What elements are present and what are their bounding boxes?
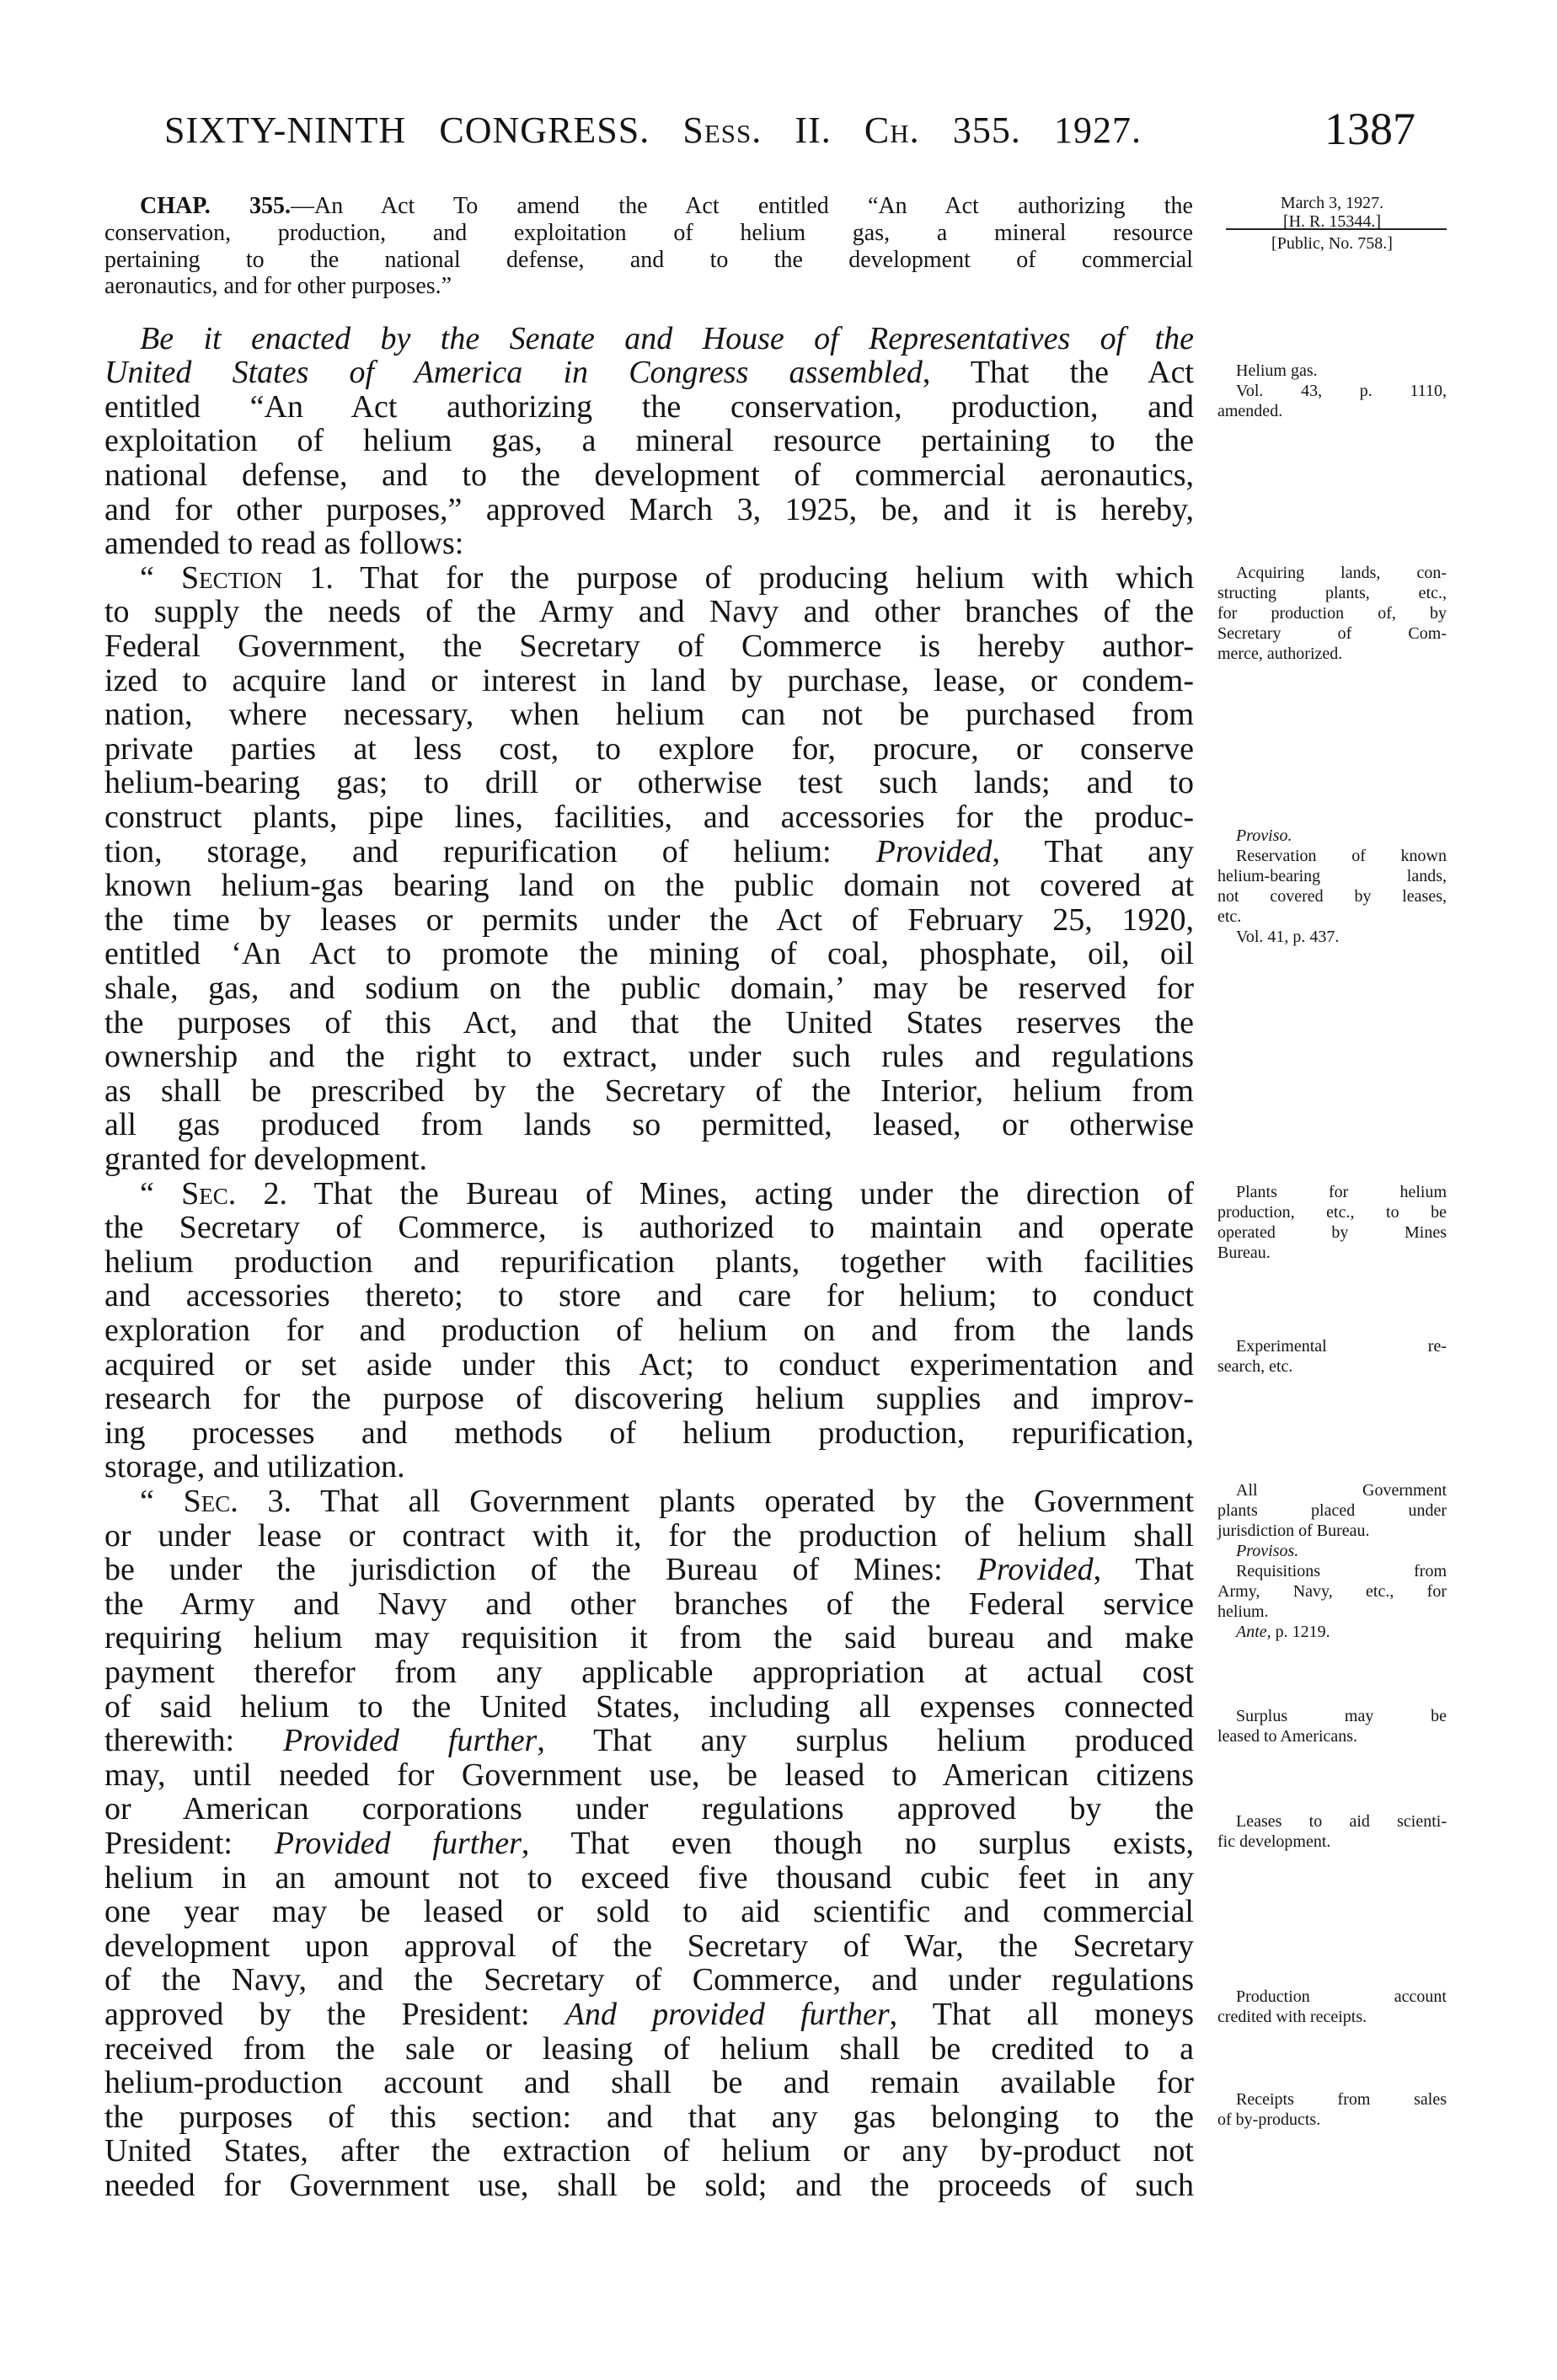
margin-note-line: [1217, 381, 1447, 401]
body-line: [104, 1450, 1194, 1484]
text-run: all gas produced from lands so permitted, leased, or otherwise: [104, 1107, 1194, 1142]
margin-note-line: [1217, 2007, 1447, 2027]
text-run: exploration for and production of helium on and from the lands: [104, 1313, 1194, 1348]
body-line: [104, 390, 1194, 425]
text-run: Provided further: [282, 1723, 538, 1758]
text-run: Surplus may be: [1236, 1707, 1447, 1725]
text-run: as shall be prescribed by the Secretary of the Interior, helium from: [104, 1073, 1194, 1109]
margin-note-line: [1217, 826, 1447, 846]
text-run: national defense, and to the development of commercial aeronautics,: [104, 457, 1194, 493]
body-line: [104, 1484, 1194, 1519]
body-line: [104, 1519, 1194, 1554]
text-run: ized to acquire land or interest in land by purchase, lease, or condem-: [104, 663, 1194, 698]
text-run: and accessories thereto; to store and care for helium; to conduct: [104, 1278, 1194, 1313]
body-line: [104, 356, 1194, 390]
text-run: payment therefor from any applicable appropriation at actual cost: [104, 1655, 1194, 1690]
text-run: helium.: [1217, 1602, 1269, 1621]
text-run: received from the sale or leasing of helium shall be credited to a: [104, 2031, 1194, 2067]
text-run: Be it enacted by the Senate and House of Representatives of the: [140, 321, 1194, 356]
body-line: [104, 835, 1194, 869]
text-run: , p. 1219.: [1266, 1623, 1330, 1641]
text-run: merce, authorized.: [1217, 644, 1343, 663]
text-run: March 3, 1927.: [1280, 194, 1384, 212]
text-run: may, until needed for Government use, be leased to American citizens: [104, 1757, 1194, 1793]
text-run: or under lease or contract with it, for the production of helium shall: [104, 1518, 1194, 1554]
body-line: [104, 2032, 1194, 2067]
body-line: [104, 1621, 1194, 1655]
text-run: to supply the needs of the Army and Navy and other branches of the: [104, 594, 1194, 629]
margin-note-line: [1217, 1202, 1447, 1222]
text-run: Vol. 41, p. 437.: [1236, 928, 1340, 946]
margin-note-line: [1217, 1222, 1447, 1243]
text-run: etc.: [1217, 907, 1242, 926]
margin-note-line: [1217, 907, 1447, 927]
text-run: Sec: [181, 1176, 228, 1211]
text-run: known helium-gas bearing land on the public domain not covered at: [104, 868, 1194, 903]
text-run: 1. That for the purpose of producing helium with which: [282, 560, 1194, 596]
margin-note-line: [1217, 1521, 1447, 1541]
text-run: the Secretary of Commerce, is authorized to maintain and operate: [104, 1210, 1194, 1245]
text-run: Provided: [875, 834, 993, 869]
text-run: President:: [104, 1826, 275, 1861]
body-line: [104, 869, 1194, 903]
body-line: [104, 2134, 1194, 2169]
body-line: [104, 322, 1194, 356]
body-line: [104, 1279, 1194, 1313]
body-line: [104, 1040, 1194, 1074]
body-line: [104, 1690, 1194, 1725]
body-line: [104, 2100, 1194, 2135]
margin-note-line: [1217, 644, 1447, 664]
margin-note-line: [1217, 193, 1447, 213]
text-run: needed for Government use, shall be sold; and the proceeds of such: [104, 2168, 1194, 2203]
text-run: operated by Mines: [1217, 1223, 1447, 1242]
body-line: [104, 1108, 1194, 1142]
body-line: [104, 1724, 1194, 1758]
text-run: Proviso.: [1236, 826, 1292, 845]
page-number: 1387: [1324, 104, 1415, 154]
text-run: Sess.: [650, 110, 762, 151]
body-line: [104, 1587, 1194, 1622]
body-line: [104, 1211, 1194, 1245]
text-run: , That any: [992, 834, 1194, 869]
margin-note-line: [1217, 1581, 1447, 1602]
text-run: acquired or set aside under this Act; to conduct experimentation and: [104, 1347, 1194, 1383]
running-header: [164, 106, 1142, 155]
chapter-title-line: [104, 193, 1193, 219]
text-run: the purposes of this section: and that any gas belonging to the: [104, 2099, 1194, 2135]
text-run: of said helium to the United States, including all expenses connected: [104, 1689, 1194, 1725]
body-line: [104, 1861, 1194, 1896]
margin-note-line: [1217, 1602, 1447, 1622]
margin-note-line: [1217, 1356, 1447, 1377]
body-line: [104, 629, 1194, 664]
text-run: nation, where necessary, when helium can not be purchased from: [104, 697, 1194, 732]
margin-note-line: [1217, 1182, 1447, 1202]
text-run: Experimental re-: [1236, 1337, 1447, 1356]
text-run: exploitation of helium gas, a mineral resource pertaining to the: [104, 423, 1194, 458]
text-run: . 3. That all Government plants operated by the Government: [230, 1484, 1194, 1519]
text-run: helium production and repurification plants, together with facilities: [104, 1244, 1194, 1280]
text-run: Helium gas.: [1236, 361, 1318, 380]
text-run: search, etc.: [1217, 1357, 1293, 1376]
body-line: [104, 1348, 1194, 1383]
body-line: [104, 1074, 1194, 1109]
text-run: entitled ‘An Act to promote the mining of coal, phosphate, oil, oil: [104, 936, 1194, 971]
body-line: [104, 1895, 1194, 1929]
text-run: Provisos.: [1236, 1542, 1299, 1560]
text-run: , That all moneys: [889, 1997, 1194, 2032]
body-line: [104, 732, 1194, 767]
text-run: granted for development.: [104, 1142, 428, 1177]
chapter-title-line: [104, 273, 1193, 299]
text-run: of by-products.: [1217, 2110, 1321, 2129]
text-run: shale, gas, and sodium on the public domain,’ may be reserved for: [104, 971, 1194, 1006]
margin-note-line: [1217, 1500, 1447, 1521]
text-run: structing plants, etc.,: [1217, 584, 1447, 602]
text-run: entitled “An Act authorizing the conservation, production, and: [104, 389, 1194, 425]
text-run: and for other purposes,” approved March 3, 1925, be, and it is hereby,: [104, 492, 1194, 527]
text-run: requiring helium may requisition it from the said bureau and make: [104, 1620, 1194, 1655]
text-run: ownership and the right to extract, under such rules and regulations: [104, 1039, 1194, 1074]
text-run: [Public, No. 758.]: [1271, 234, 1393, 253]
text-run: And provided further: [564, 1997, 890, 2032]
body-line: [104, 424, 1194, 458]
body-line: [104, 903, 1194, 938]
chapter-title-line: [104, 247, 1193, 273]
text-run: helium-bearing gas; to drill or otherwise test such lands; and to: [104, 765, 1194, 800]
margin-note-line: [1217, 1336, 1447, 1356]
text-run: storage, and utilization.: [104, 1449, 405, 1484]
body-line: [104, 664, 1194, 698]
body-line: [104, 2169, 1194, 2203]
text-run: aeronautics, and for other purposes.”: [104, 273, 452, 299]
text-run: helium-bearing lands,: [1217, 867, 1447, 885]
text-run: Federal Government, the Secretary of Commerce is hereby author-: [104, 628, 1194, 664]
text-run: Vol. 43, p. 1110,: [1236, 382, 1447, 400]
text-run: Receipts from sales: [1236, 2090, 1447, 2109]
text-run: for production of, by: [1217, 604, 1447, 623]
body-line: [104, 698, 1194, 732]
body-line: [104, 1416, 1194, 1451]
margin-note-line: [1217, 603, 1447, 623]
margin-note-line: [1217, 1832, 1447, 1852]
margin-note-line: [1217, 1243, 1447, 1263]
margin-note-line: [1217, 927, 1447, 947]
text-run: Army, Navy, etc., for: [1217, 1582, 1447, 1601]
text-run: leased to Americans.: [1217, 1727, 1358, 1746]
text-run: ing processes and methods of helium production, repurification,: [104, 1415, 1194, 1451]
text-run: conservation, production, and exploitation of helium gas, a mineral resource: [104, 220, 1193, 246]
text-run: Leases to aid scienti-: [1236, 1812, 1447, 1831]
margin-note-line: [1217, 1541, 1447, 1561]
text-run: jurisdiction of Bureau.: [1217, 1522, 1370, 1540]
text-run: credited with receipts.: [1217, 2008, 1367, 2026]
body-line: [104, 595, 1194, 629]
body-line: [104, 2066, 1194, 2100]
text-run: Production account: [1236, 1987, 1447, 2006]
text-run: , That: [1093, 1552, 1194, 1587]
margin-note-line: [1217, 1480, 1447, 1500]
body-line: [104, 1758, 1194, 1793]
text-run: All Government: [1236, 1481, 1447, 1500]
text-run: II.: [762, 110, 832, 151]
text-run: CHAP. 355.: [140, 193, 291, 219]
body-line: [104, 1963, 1194, 1998]
text-run: the time by leases or permits under the Act of February 25, 1920,: [104, 902, 1194, 938]
text-run: tion, storage, and repurification of helium:: [104, 834, 876, 869]
body-line: [104, 458, 1194, 493]
text-run: “: [140, 1176, 182, 1211]
text-run: be under the jurisdiction of the Bureau of Mines:: [104, 1552, 977, 1587]
text-run: or American corporations under regulations approved by the: [104, 1791, 1194, 1826]
text-run: helium in an amount not to exceed five thousand cubic feet in any: [104, 1860, 1194, 1896]
body-line: [104, 1655, 1194, 1690]
body-line: [104, 971, 1194, 1006]
margin-note-line: [1217, 2089, 1447, 2110]
body-line: [104, 800, 1194, 835]
text-run: private parties at less cost, to explore for, procure, or conserve: [104, 731, 1194, 767]
text-run: Bureau.: [1217, 1243, 1271, 1262]
body-line: [104, 1553, 1194, 1587]
text-run: . 2. That the Bureau of Mines, acting under the direction of: [227, 1176, 1194, 1211]
margin-note-line: [1217, 2110, 1447, 2130]
body-line: [104, 1382, 1194, 1416]
text-run: “: [140, 1484, 184, 1519]
text-run: of the Navy, and the Secretary of Commerce, and under regulations: [104, 1962, 1194, 1998]
text-run: United States, after the extraction of helium or any by-product not: [104, 2133, 1194, 2169]
text-run: development upon approval of the Secretary of War, the Secretary: [104, 1928, 1194, 1964]
text-run: research for the purpose of discovering helium supplies and improv-: [104, 1381, 1194, 1416]
margin-note-line: [1217, 1622, 1447, 1642]
text-run: pertaining to the national defense, and to the development of commercial: [104, 247, 1193, 273]
margin-note-line: [1217, 211, 1447, 232]
margin-note-line: [1217, 866, 1447, 886]
margin-note-line: [1217, 623, 1447, 644]
text-run: the purposes of this Act, and that the United States reserves the: [104, 1005, 1194, 1040]
body-line: [104, 937, 1194, 971]
text-run: Section: [181, 560, 283, 596]
body-line: [104, 1792, 1194, 1826]
text-run: —An Act To amend the Act entitled “An Act authorizing the: [290, 193, 1193, 219]
text-run: helium-production account and shall be and remain available for: [104, 2065, 1194, 2100]
text-run: , That the Act: [922, 355, 1194, 390]
body-line: [104, 1142, 1194, 1177]
body-line: [104, 561, 1194, 596]
margin-note-line: [1217, 583, 1447, 603]
text-run: Ante: [1236, 1623, 1267, 1641]
text-run: Plants for helium: [1236, 1183, 1447, 1201]
text-run: amended.: [1217, 402, 1283, 420]
body-line: [104, 527, 1194, 561]
chapter-title-line: [104, 220, 1193, 246]
text-run: one year may be leased or sold to aid scientific and commercial: [104, 1894, 1194, 1929]
text-run: “: [140, 560, 182, 596]
text-run: SIXTY-NINTH CONGRESS.: [164, 110, 650, 151]
body-line: [104, 1006, 1194, 1040]
text-run: 355. 1927.: [919, 110, 1142, 151]
text-run: Requisitions from: [1236, 1562, 1447, 1580]
margin-note-line: [1217, 233, 1447, 254]
body-line: [104, 766, 1194, 800]
text-run: United States of America in Congress assembled: [104, 355, 923, 390]
text-run: Reservation of known: [1236, 847, 1447, 865]
text-run: Secretary of Com-: [1217, 624, 1447, 643]
text-run: [H. R. 15344.]: [1282, 212, 1382, 231]
margin-note-line: [1217, 401, 1447, 421]
margin-note-line: [1217, 846, 1447, 866]
body-line: [104, 1313, 1194, 1348]
margin-note-line: [1217, 563, 1447, 583]
text-run: Provided: [976, 1552, 1094, 1587]
text-run: Sec: [183, 1484, 231, 1519]
text-run: plants placed under: [1217, 1501, 1447, 1520]
text-run: Provided further: [274, 1826, 522, 1861]
body-line: [104, 1177, 1194, 1211]
body-line: [104, 1929, 1194, 1964]
margin-note-line: [1217, 1561, 1447, 1581]
margin-note-line: [1217, 886, 1447, 907]
margin-note-line: [1217, 1987, 1447, 2007]
margin-note-line: [1217, 361, 1447, 381]
text-run: , That even though no surplus exists,: [521, 1826, 1194, 1861]
margin-note-line: [1217, 1726, 1447, 1746]
body-line: [104, 1826, 1194, 1861]
body-line: [104, 493, 1194, 527]
body-line: [104, 1998, 1194, 2032]
text-run: not covered by leases,: [1217, 887, 1447, 906]
text-run: amended to read as follows:: [104, 526, 464, 561]
margin-note-line: [1217, 1811, 1447, 1832]
text-run: , That any surplus helium produced: [537, 1723, 1195, 1758]
text-run: construct plants, pipe lines, facilities, and accessories for the produc-: [104, 800, 1194, 835]
text-run: therewith:: [104, 1723, 283, 1758]
margin-note-line: [1217, 1706, 1447, 1726]
text-run: approved by the President:: [104, 1997, 565, 2032]
text-run: the Army and Navy and other branches of the Federal service: [104, 1586, 1194, 1622]
text-run: production, etc., to be: [1217, 1203, 1447, 1222]
text-run: fic development.: [1217, 1832, 1331, 1851]
body-line: [104, 1245, 1194, 1280]
text-run: Ch.: [831, 110, 920, 151]
text-run: Acquiring lands, con-: [1236, 564, 1447, 582]
